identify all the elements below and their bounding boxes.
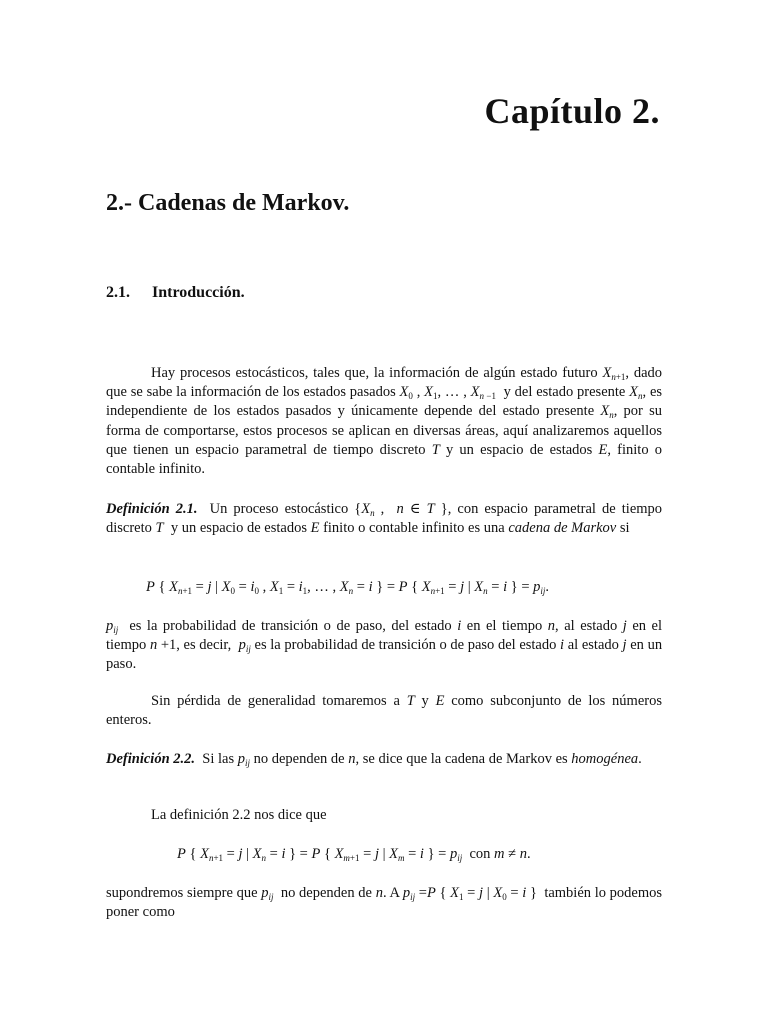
- definition-text: Un proceso estocástico {: [209, 501, 362, 517]
- definition-term: cadena de Markov: [508, 520, 617, 537]
- definition-2-2: Definición 2.2. Si las $p_{ij}$ no dependen de n, se dice que la cadena de Markov es homogénea.: [106, 751, 642, 768]
- subsection-number: 2.1.: [106, 284, 130, 301]
- equation-homogeneous: P { $X_{n+1} = j$ | $X_n = i$ } = P { $X_{m+1} = j$ | $X_m = i$ } = $p_{ij}$ con m ≠ n.: [177, 846, 531, 863]
- paragraph-text: . A: [382, 885, 400, 901]
- section-title: 2.- Cadenas de Markov.: [106, 190, 350, 216]
- closing-paragraph: supondremos siempre que $p_{ij}$ no dependen de n. A $p_{ij} =P$ { $X_1 = j$ | $X_0 = i$ } también lo podemos poner como: [106, 885, 663, 921]
- generality-paragraph: Sin pérdida de generalidad tomaremos a T y E como subconjunto de los números enteros.: [106, 693, 662, 729]
- definition-text: y un espacio de estados: [170, 520, 307, 537]
- definition-2-2-intro: La definición 2.2 nos dice que: [151, 807, 327, 823]
- transition-probability-paragraph: $p_{ij}$ es la probabilidad de transición o de paso, del estado i en el tiempo n, al estado j en el tiempo n +1, es decir, $p_{ij}$ es la probabilidad de transición o de paso del estado i al estado j en un paso.: [106, 618, 663, 673]
- intro-text: y del estado presente: [503, 384, 626, 401]
- definition-text: Si las: [202, 751, 235, 767]
- definition-term: homogénea: [571, 751, 639, 767]
- intro-text: y un espacio de estados: [445, 441, 593, 458]
- paragraph-text: al estado: [567, 637, 619, 654]
- paragraph-text: supondremos siempre que: [106, 885, 258, 901]
- intro-text: , finito o contable infinito.: [106, 441, 663, 478]
- paragraph-text: +1, es decir,: [160, 637, 232, 654]
- subsection-title: [106, 284, 245, 302]
- paragraph-text: y: [421, 693, 429, 709]
- paragraph-text: en el tiempo: [106, 618, 663, 654]
- equation-markov-property: P { $X_{n+1} = j$ | $X_0 = i_0$ , $X_1 = i_1$, … , $X_n = i$ } = P { $X_{n+1} = j$ | $X_n = i$ } = $p_{ij}$.: [146, 579, 550, 596]
- definition-2-1: Definición 2.1. Un proceso estocástico {$X_n$ , n ∈ T }, con espacio parametral de tiempo discreto T y un espacio de estados E finito o contable infinito es una cadena de Markov si: [106, 501, 663, 537]
- chapter-title: Capítulo 2.: [484, 91, 660, 131]
- paragraph-text: también lo podemos poner como: [106, 885, 663, 921]
- definition-label: Definición 2.1.: [106, 501, 198, 517]
- paragraph-text: no dependen de: [280, 885, 372, 901]
- paragraph-text: es la probabilidad de transición o de paso del estado: [254, 637, 557, 654]
- subsection-label: Introducción.: [152, 284, 245, 301]
- paragraph-text: como subconjunto de los números enteros.: [106, 693, 662, 729]
- paragraph-text: es la probabilidad de transición o de paso, del estado: [129, 618, 452, 634]
- paragraph-text: Sin pérdida de generalidad tomaremos a: [151, 693, 400, 709]
- paragraph-text: en un paso.: [106, 637, 663, 673]
- definition-text: no dependen de: [253, 751, 345, 767]
- paragraph-text: en el tiempo: [466, 618, 543, 634]
- intro-paragraph: Hay procesos estocásticos, tales que, la información de algún estado futuro $X_{n+1}$, dado que se sabe la información de los estados pasados $X_0$ , $X_1$, … , $X_{n -1}$ y del estado presente $X_n$, es independiente de los estados pasados y únicamente depende del estado presente $X_n$, por su forma de comportarse, estos procesos se aplican en diversas áreas, aquí analizaremos aquellos que tienen un espacio parametral de tiempo discreto T y un espacio de estados E, finito o contable infinito.: [106, 365, 663, 478]
- intro-text: , por su forma de comportarse, estos procesos se aplican en diversas áreas, aquí analizaremos aquellos que tienen un espacio parametral de tiempo discreto: [106, 403, 662, 458]
- definition-text: si: [619, 520, 630, 537]
- paragraph-text: , al estado: [555, 618, 618, 634]
- definition-text: finito o contable infinito es una: [323, 520, 505, 537]
- definition-label: Definición 2.2.: [106, 751, 196, 767]
- intro-text: Hay procesos estocásticos, tales que, la información de algún estado futuro: [151, 365, 598, 381]
- intro-text: , dado que se sabe la información de los estados pasados: [106, 365, 663, 401]
- intro-text: , es independiente de los estados pasados y únicamente depende del estado presente: [106, 384, 663, 420]
- definition-text: }, con espacio parametral de tiempo discreto: [106, 501, 663, 537]
- definition-text: , se dice que la cadena de Markov es: [355, 751, 568, 767]
